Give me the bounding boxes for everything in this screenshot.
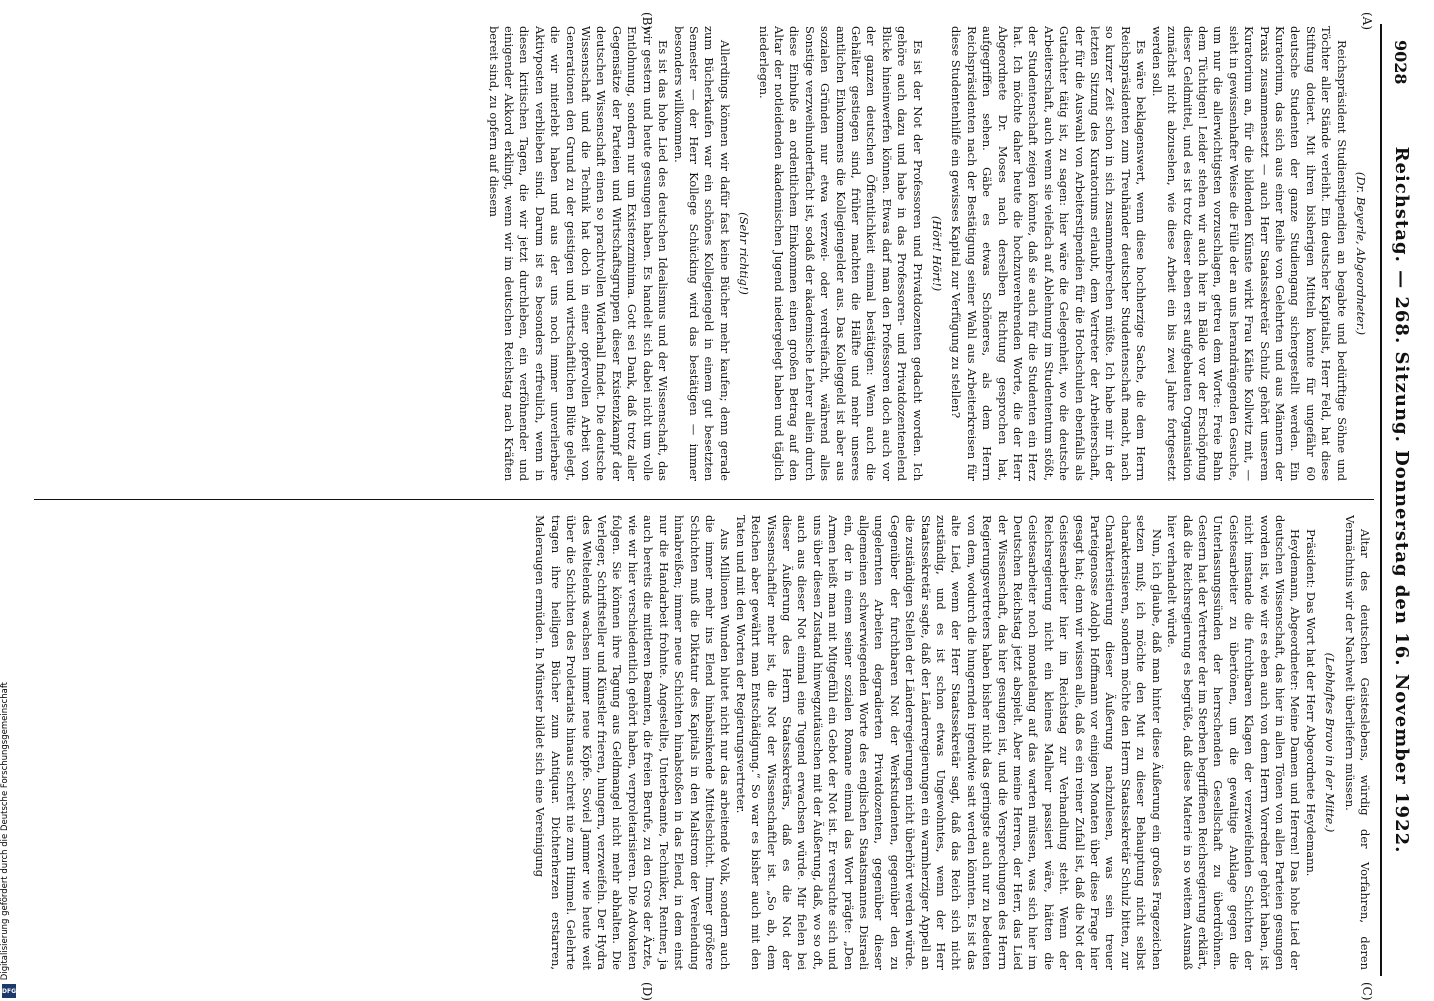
paragraph: Nun, ich glaube, daß man hinter diese Äußerung ein großes Fragezeichen setzen muß; ich möchte den Mut zu dieser Behauptung nicht selbst charakterisieren, sondern möchte den Herrn Staatssekretär Schulz bitten, zur Charakteristierung dieser Äußerung nachzulesen, was sein treuer Parteigenosse Adolph Hoffmann vor einigen Monaten über diese Frage hier gesagt hat; denn wir wissen alle, daß es ein reiner Zufall ist, daß die Not der Geistesarbeiter hier im Reichstag zur Verhandlung steht. Wenn der Reichsregierung nicht ein kleines Malheur passiert wäre, hätten die Geistesarbeiter noch monatelang auf das warten müssen, was sich hier im Deutschen Reichstag jetzt abspielt. Aber meine Herren, der Herr, das Lied der Wissenschaft, das hier gesungen ist, und die Versprechungen des Herrn Regierungsvertreters haben bisher nicht das geringste auch nur zu bedeuten von dem, wodurch die hungernden irgendwie satt werden könnten. Es ist das alte Lied, wenn der Herr Staatssekretär sagt, daß das Reich sich nicht zuständig, und es ist schon etwas Ungewohntes, wenn der Herr Staatssekretär sagte, daß der Länderregierungen ein warmherziger Appell an die zuständigen Stellen der Länderregierungen nicht überhört werden würde. Gegenüber der furchtbaren Not der Werkstudenten, gegenüber den zu ungelernten Arbeiten degradierten Privatdozenten, gegenüber dieser allgemeinen schwerwiegenden Worte des englischen Staatsmannes Disraeli ein, der in einem seiner sozialen Romane einmal das Wort prägte: „Den Armen heißt man mit Mitgefühl ein Gebot der Not ist. Er versuchte sich und uns über diesen Zustand hinwegzutäuschen mit der Äußerung, daß, wo so oft, auch aus dieser Not einmal eine Tugend erwachsen würde. Mir fielen bei dieser Äußerung des Herrn Staatssekretärs, daß es die Not der Wissenschaftler mehr ist, die Not der Wissenschaftler ist. „So ab, dem Reichen aber gewährt man Entschädigung.“ So war es bisher auch mit den Taten und mit den Worten der Regierungsvertreter. bbox=[733, 515, 1164, 970]
page-title: Reichstag. — 268. Sitzung. Donnerstag den 16. November 1922. bbox=[1391, 146, 1412, 854]
column-divider bbox=[34, 499, 1374, 500]
left-column bbox=[32, 26, 1372, 481]
margin-mark-d: (D) bbox=[640, 982, 654, 1001]
interjection: (Sehr richtig!) bbox=[737, 212, 752, 295]
interjection: (Dr. Beyerle, Abgeordneter.) bbox=[1354, 171, 1368, 336]
funding-note: Digitalisierung gefördert durch die Deutsche Forschungsgemeinschaft bbox=[0, 681, 10, 980]
paragraph: Heydemann, Abgeordneter: Meine Damen und Herren! Das hohe Lied der deutschen Wissenschaft, das hier in allen Tönen von allen Parteien gesungen worden ist, wie wir es eben auch von dem Herrn Vorredner gehört haben, ist nicht imstande die furchtbaren Klagen der verzweifelnden Schichten der Geistesarbeiter zu übertönen, um die gewaltige Anklage gegen die Unterlassungssünden der herrschenden Gesellschaft zu überdröhnen. Gestern hat der Vertreter der im Sterben begriffenen Reichsregierung erklärt, daß die Reichsregierung es begrüße, daß diese Materie in so weitem Ausmaß hier verhandelt würde. bbox=[1165, 515, 1303, 970]
margin-mark-c: (C) bbox=[1360, 982, 1374, 1001]
paragraph: Altar des deutschen Geisteslebens, würdig der Vorfahren, deren Vermächtnis wir der Nachwelt überliefern müssen. bbox=[1342, 515, 1372, 970]
margin-mark-b: (B) bbox=[640, 12, 654, 31]
paragraph: Es wäre beklagenswert, wenn diese hochherzige Sache, die dem Herrn Reichspräsidenten zum Treuhänder deutscher Studentenschaft macht, nach so kurzer Zeit schon in sich zusammenbrechen müßte. Ich habe mir in der letzten Sitzung des Kuratoriums erlaubt, dem Vertreter der Arbeiterschaft, der für die Auswahl von Arbeiterstipendien für die Hochschulen ebenfalls als Gutachter tätig ist, zu sagen: hier wäre die Gelegenheit, wo die deutsche Arbeiterschaft, auch wenn sie vielfach auf Ablehnung im Studententum stößt, der Studentenschaft zeigen könnte, daß sie auch für die Studenten ein Herz hat. Ich möchte daher heute die hochzuverehrenden Worte, die der Herr Abgeordnete Dr. Moses nach derselben Richtung gesprochen hat, aufgegriffen sehen. Gäbe es etwas Schöneres, als dem Herrn Reichspräsidenten nach der Bestätigung seiner Wahl aus Arbeiterkreisen für diese Studentenhilfe ein gewisses Kapital zur Verfügung zu stellen? bbox=[949, 26, 1149, 481]
paragraph: Aus Millionen Wunden blutet nicht nur das arbeitende Volk, sondern auch die immer mehr ins Elend hinabsinkende Mittelschicht. Immer größere Schichten muß die Diktatur des Kapitals in den Malstrom der Verelendung hinabreißen; immer neue Schichten hinabstoßen in das Elend, in dem einst nur die Handarbeit frohnte. Angestellte, Unterbeamte, Techniker, Rentner, ja auch bereits die mittleren Beamten, die freien Berufe, zu den Gros der Ärzte, wie wir hier verschiedentlich gehört haben, verproletarisieren. Die Advokaten folgen. Sie können ihre Tagung aus Geldmangel nicht mehr abhalten. Die Verleger, Schriftsteller und Künstler frieren, hungern, verzweifeln. Der Hydra des Weltelends wachsen immer neue Köpfe. Soviel Jammer wie heute weit über die Schichten des Proletariats hinaus schreit nie zum Himmel. Gelehrte tragen ihre heiligen Bücher zum Antiquar. Dichterherzen erstarren, Maleraugen ermüden. In Münster bildet sich eine Vereinigung bbox=[533, 515, 733, 970]
dfg-logo: DFG bbox=[2, 984, 16, 998]
paragraph: Präsident: Das Wort hat der Herr Abgeordnete Heydemann. bbox=[1303, 529, 1318, 877]
page-header bbox=[1382, 0, 1416, 1000]
digitization-sidebar bbox=[0, 0, 18, 1000]
interjection: (Hört! Hört!) bbox=[930, 215, 945, 292]
margin-mark-a: (A) bbox=[1360, 12, 1374, 31]
page-number: 9028 bbox=[1391, 40, 1410, 85]
paragraph: Allerdings können wir dafür fast keine Bücher mehr kaufen; denn gerade zum Bücherkaufen war ein schönes Kollegiengeld in einem gut besetzten Semester — der Herr Kollege Schücking wird das bestätigen — immer besonders willkommen. bbox=[671, 26, 732, 481]
paragraph: Es ist das hohe Lied des deutschen Idealismus und der Wissenschaft, das wir gestern und heute gesungen haben. Es handelt sich dabei nicht um volle Entlohnung, sondern nur um Existenzminima. Gott sei Dank, daß trotz aller Gegensätze der Parteien und Wirtschaftsgruppen dieser Existenzkampf der deutschen Wissenschaft einen so prachtvollen Widerhall findet. Die deutsche Wissenschaft und die Technik hat doch in einer opfervollen Arbeit von Generationen den Grund zu der geistigen und wirtschaftlichen Blüte gelegt, die wir miterlebt haben und aus der uns noch immer unverlierbare Aktivposten verblieben sind. Darum ist es besonders erfreulich, wenn in diesen kritischen Tagen, die wir jetzt durchleben, ein verföhnender und einigender Akkord erklingt, wenn wir im deutschen Reichstag nach Kräften bereit sind, zu opfern auf diesem bbox=[486, 26, 671, 481]
interjection: (Lebhaftes Bravo in der Mitte.) bbox=[1323, 652, 1338, 833]
header-rule bbox=[1380, 24, 1382, 976]
paragraph: Reichspräsident Studienstipendien an begabte und bedürftige Söhne und Töchter aller Stände verleiht. Ein deutscher Kapitalist, Herr Feld, hat diese Stiftung dotiert. Mit ihren bisherigen Mitteln konnte für ungefähr 60 deutsche Studenten der ganze Studiengang sichergestellt werden. Ein Kuratorium, das sich aus einer Reihe von Gelehrten und aus Männern der Praxis zusammensetzt — auch Herr Staatssekretär Schulz gehört unserem Kuratorium an, für die bildenden Künste wirkt Frau Käthe Kollwitz mit, — sieht in gewissenhafter Weise die Fülle der an uns herandrängenden Gesuche, um nur die allerwichtigsten vorzuschlagen, getreu dem Worte: Freie Bahn dem Tüchtigen! Leider stehen wir auch hier in Bälde vor der Erschöpfung dieser Geldmittel, und es ist trotz dieser eben erst aufgebauten Organisation zunächst nicht abzusehen, wie diese Arbeit ein bis zwei Jahre fortgesetzt werden soll. bbox=[1149, 26, 1349, 481]
paragraph: Es ist der Not der Professoren und Privatdozenten gedacht worden. Ich gehöre auch dazu und habe in das Professoren- und Privatdozentenelend Blicke hineinwerfen können. Etwas darf man den Professoren doch auch vor der ganzen deutschen Öffentlichkeit einmal bestätigen: Wenn auch die Gehälter gestiegen sind, früher machten die Hälfte und mehr unseres amtlichen Einkommens die Kollegiengelder aus. Das Kolleggeld ist aber aus sozialen Gründen nur etwa verzwei- oder verdreifacht, während alles Sonstige verzweihundertfacht ist, sodaß der akademische Lehrer allein durch diese Einbuße an ordentlichem Einkommen einen großen Betrag auf den Altar der notleidenden akademischen Jugend niedergelegt haben und täglich niederlegen. bbox=[756, 26, 925, 481]
right-column bbox=[32, 515, 1372, 970]
